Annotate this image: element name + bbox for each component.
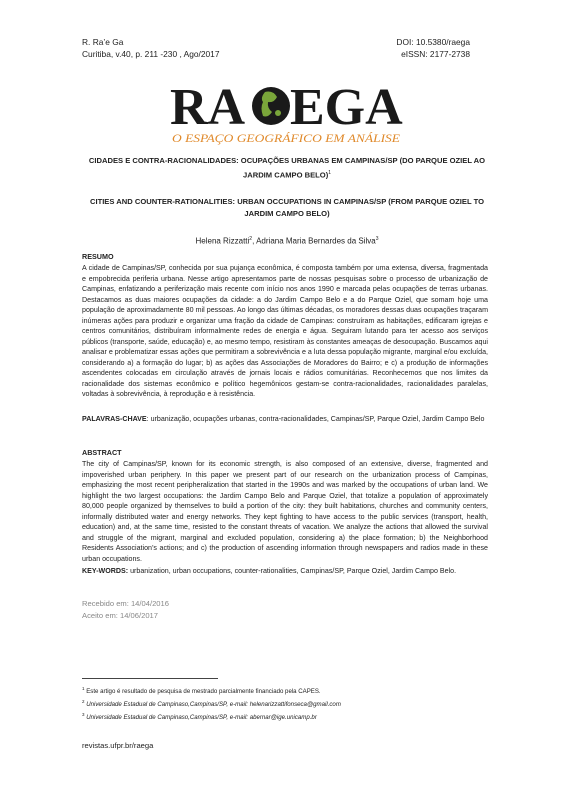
keywords xyxy=(82,566,488,577)
footnote-1-number: 1 xyxy=(82,686,85,691)
footer-url[interactable]: revistas.ufpr.br/raega xyxy=(82,741,154,750)
authors xyxy=(82,236,492,246)
title-english: CITIES AND COUNTER-RATIONALITIES: URBAN OCCUPATIONS IN CAMPINAS/SP (FROM PARQUE OZIEL TO JARDIM CAMPO BELO) xyxy=(89,197,485,218)
author-1-note[interactable]: 2 xyxy=(249,236,253,242)
author-2: Adriana Maria Bernardes da Silva xyxy=(256,236,376,246)
palavras-chave-label: PALAVRAS-CHAVE xyxy=(82,415,147,423)
footnote-2-text[interactable]: Universidade Estadual de Campinaso,Campinas/SP, e-mail: helenarizzattifonseca@gmail.com xyxy=(84,701,341,709)
footnote-3 xyxy=(82,710,492,722)
running-header-right xyxy=(396,36,470,60)
title-portuguese xyxy=(82,155,492,182)
raega-logo xyxy=(168,78,404,146)
accepted-date: Aceito em: 14/06/2017 xyxy=(82,611,158,620)
footnote-divider xyxy=(82,678,218,679)
eissn: eISSN: 2177-2738 xyxy=(401,49,470,59)
resumo-heading: RESUMO xyxy=(82,252,114,261)
author-separator: , xyxy=(252,236,257,246)
logo-tagline: O ESPAÇO GEOGRÁFICO EM ANÁLISE xyxy=(172,133,401,145)
author-1: Helena Rizzatti xyxy=(195,236,250,246)
journal-name: R. Ra’e Ga xyxy=(82,37,124,47)
keywords-label: KEY-WORDS: xyxy=(82,567,129,575)
palavras-chave-text: : urbanização, ocupações urbanas, contra-racionalidades, Campinas/SP, Parque Oziel, Jardim Campo Belo xyxy=(146,415,485,423)
received-date: Recebido em: 14/04/2016 xyxy=(82,599,169,608)
footnote-3-number: 3 xyxy=(82,712,85,717)
title-pt-text: CIDADES E CONTRA-RACIONALIDADES: OCUPAÇÕES URBANAS EM CAMPINAS/SP (DO PARQUE OZIEL AO JARDIM CAMPO BELO) xyxy=(88,156,486,180)
submission-dates xyxy=(82,598,169,622)
keywords-text: urbanization, urban occupations, counter-rationalities, Campinas/SP, Parque Oziel, Jardim Campo Belo. xyxy=(128,567,457,575)
title-footnote-ref[interactable]: 1 xyxy=(328,170,331,176)
running-header-left xyxy=(82,36,220,60)
footnote-3-text[interactable]: Universidade Estadual de Campinaso,Campinas/SP, e-mail: abernar@ige.unicamp.br xyxy=(84,714,317,722)
doi: DOI: 10.5380/raega xyxy=(396,37,470,47)
logo-text-left: RA xyxy=(170,79,246,136)
footnote-1-text: Este artigo é resultado de pesquisa de mestrado parcialmente financiado pela CAPES. xyxy=(84,688,321,696)
logo-text-right: EGA xyxy=(290,79,403,136)
abstract-text: The city of Campinas/SP, known for its economic strength, is also composed of an extensive, diverse, fragmented and impoverished urban periphery. In this paper we present part of our research on the urbanization process of Campinas, emphasizing the most recent peripheralization that started in the 1990s and was marked by the occupations of urban land. We highlight the two largest occupations: the Jardim Campo Belo and Parque Oziel, that totalize a population of approximately 80,000 people organized by themselves to build a portion of the city: they built habitations, churches and community centers, informally distributed water and energy networks. They kept fighting to have access to the public services (transport, health, education) and, at the same time, resisted to the constant threats of vacation. We analyze the actions that allowed the survival and struggle of the migrant, marginal and excluded population, considering a) the place formation; b) the Neighborhood Residents Association’s actions; and c) the production of ascending information through newspapers and radios made in these urban occupations. xyxy=(82,460,488,563)
footnote-2 xyxy=(82,697,492,709)
globe-icon xyxy=(252,87,290,125)
palavras-chave xyxy=(82,414,488,425)
author-2-note[interactable]: 3 xyxy=(375,236,379,242)
resumo-text: A cidade de Campinas/SP, conhecida por sua pujança econômica, é composta também por uma extensa, diversa, fragmentada e empobrecida periferia urbana. Nesse artigo apresentamos parte de nossas pesquisas sobre o processo de urbanização de Campinas, enfatizando a periferização mais recente com início nos anos 1990 e marcada pelas ocupações de terras urbanas. Destacamos as duas maiores ocupações da cidade: a do Jardim Campo Belo e a do Parque Oziel, que somam hoje uma população de aproximadamente 80 mil pessoas. Ao longo das últimas décadas, os moradores dessas duas ocupações traçaram inúmeras ações para produzir e organizar uma fração da cidade de Campinas: construíram as habitações, edificaram igrejas e centros comunitários, distribuíram informalmente redes de energia e água. Seguiram lutando para ter acesso aos serviços públicos (transporte, saúde, educação) e, ao mesmo tempo, resistiram às constantes ameaças de desocupação. Buscamos aqui analisar e problematizar essas ações que permitiram a sobrevivência e a luta dessa população migrante, marginal e/ou excluída, considerando a) a formação do lugar; b) as ações das Associações de Moradores do Bairro; e c) a produção de informações ascendentes colocadas em circulação através de jornais locais e rádios comunitárias. Reconhecemos que nos limites da racionalidade dos sistemas econômico e político hegemônicos gestam-se contra-racionalidades, racionalidades paralelas, voltadas à sobrevivência, à reprodução e à resistência. xyxy=(82,264,488,398)
footnote-1 xyxy=(82,684,492,696)
abstract-heading: ABSTRACT xyxy=(82,448,122,457)
citation: Curitiba, v.40, p. 211 -230 , Ago/2017 xyxy=(82,49,220,59)
footnote-2-number: 2 xyxy=(82,699,85,704)
